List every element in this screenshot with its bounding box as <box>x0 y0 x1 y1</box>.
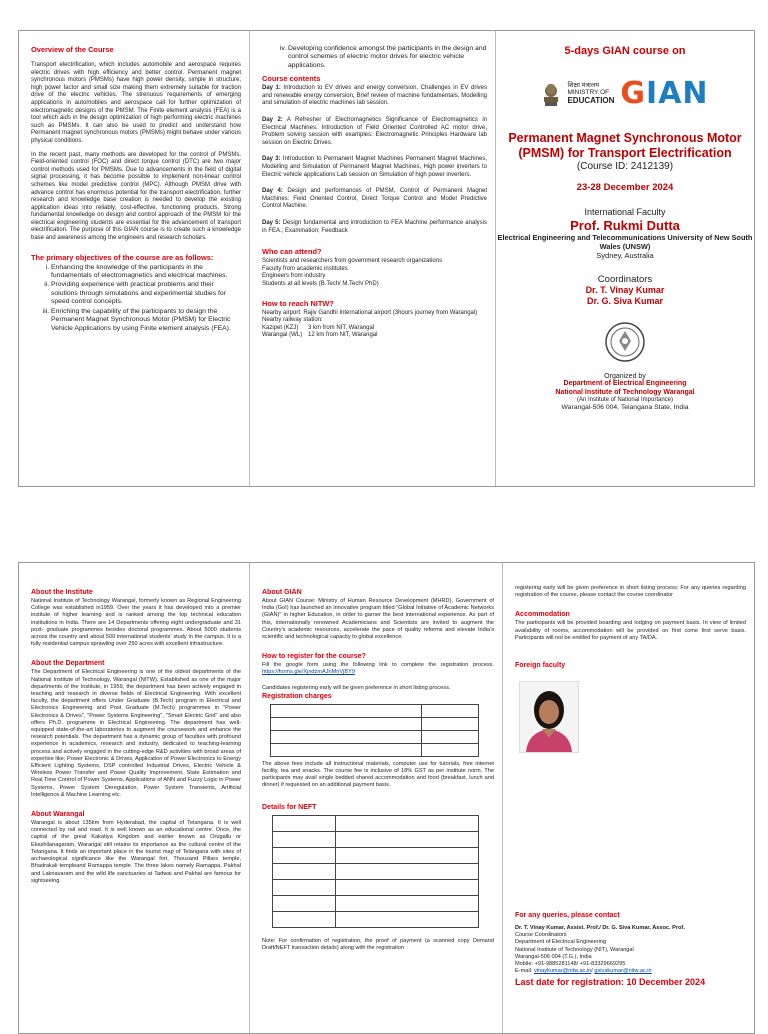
contact-line: Warangal-506 004 (T.G.), India <box>515 953 592 960</box>
moe-logo-text: शिक्षा मंत्रालय MINISTRY OF EDUCATION <box>567 81 615 105</box>
registration-charges-table <box>270 704 479 757</box>
panel-course-contents <box>250 31 496 486</box>
charges-heading: Registration charges <box>262 692 332 700</box>
brochure-page-outside <box>18 30 755 487</box>
attend-heading: Who can attend? <box>262 247 322 257</box>
course-id: (Course ID: 2412139) <box>576 161 674 172</box>
day-5: Day 5: Design fundamental and introduction to FEA Machine performance analysis in FEA.; Examination; Feedback <box>262 219 487 234</box>
objective-item: iv. Developing confidence amongst the participants in the design and control schemes of electric motor drives for electric vehicle applications. <box>288 45 487 70</box>
contact-names: Dr. T. Vinay Kumar, Assist. Prof./ Dr. G. Siva Kumar, Assoc. Prof. <box>515 925 685 932</box>
contents-heading: Course contents <box>262 74 321 84</box>
faculty-city: Sydney, Australia <box>596 251 654 260</box>
course-title: Permanent Magnet Synchronous Motor (PMSM) for Transport Electrification <box>508 131 742 160</box>
department-text: The Department of Electrical Engineering is one of the oldest departments of the National Institute of Technology, Warangal (NITW). Established as one of the major departments of the Institute, in 1959, the department has been actively engaged in teaching and research in diverse fields of Electrical Engineering. With excellent faculty, the department offers Under Graduate (B.Tech) program in Electrical and Electronics Engineering and Post Graduate (M.Tech) programmes in "Power Electronics & Drives", "Power Systems Engineering", "Smart Electric Grid" and also offers Ph.D. programme in Electrical Engineering. The department has well-equipped state-of-the-art laboratories to augment the coursework and enhance the research potentials. The department has a dynamic group of faculties with profound experience in academics, research and industry, dedicated to teaching-learning process and actively engaged in the cutting-edge R&D activities with broad areas of expertise like; Power Electronic & Drives, Application of Power Electronics to Energy Efficient Lighting Systems, DSP controlled Industrial Drives, Electric Vehicle & Wireless Power Transfer and Power Quality Improvement, State Estimation and Real Time Control of Power Systems, Applications of ANN and Fuzzy Logic in Power Systems, Power System Deregulation, Power System Transients, Artificial Intelligence & Machine Learning etc. <box>31 669 241 798</box>
day-2: Day 2: A Refresher of Electromagnetics Significance of Electromagnetics in Electrical Machines, Introduction of Field Oriented Controlled AC motor drive, Problem solving session with examples: Electromagnetic Principles Hardware lab session on Electric Drives. <box>262 117 487 146</box>
neft-heading: Details for NEFT <box>262 803 317 811</box>
registration-form-link[interactable]: https://forms.gle/XjndzmAJnMnVjBY9 <box>262 669 355 676</box>
panel-cover <box>496 31 754 486</box>
contact-line: Department of Electrical Engineering <box>515 939 607 946</box>
organizer-note: (An Institute of National Importance) <box>576 397 674 403</box>
contact-email: E-mail: vinaykumar@nitw.ac.in/ gsivakumar@nitw.ac.in <box>515 968 652 975</box>
table-row <box>273 895 479 911</box>
coordinator-name: Dr. G. Siva Kumar <box>586 296 664 306</box>
department-heading: About the Department <box>31 660 105 668</box>
table-row <box>271 717 479 730</box>
institute-text: National Institute of Technology Warangal, formerly known as Regional Engineering College was established in1959. Over the years it has developed into a premier institute of higher learning and is ranked among the top technical education institutions in India. There are 14 Departments offering eight undergraduate and 31 post- graduate programmes besides doctoral programmes. About 5000 students across the country and about 500 international students' study in the campus. It is a fully residential campus sprawling over 250 acres with excellent infrastructure. <box>31 598 241 648</box>
institute-heading: About the Institute <box>31 589 93 596</box>
logo-row <box>496 73 754 113</box>
objective-item: iii. Enriching the capability of the participants to design the Permanent Magnet Synchronous Motor (PMSM) for Electric Vehicle Applications by using Finite element analysis (FEA). <box>51 308 241 333</box>
coordinator-name: Dr. T. Vinay Kumar <box>585 285 665 295</box>
table-row <box>271 730 479 743</box>
register-heading: How to register for the course? <box>262 653 366 661</box>
faculty-photo <box>519 681 579 753</box>
table-row <box>273 847 479 863</box>
faculty-name: Prof. Rukmi Dutta <box>570 218 680 233</box>
warangal-heading: About Warangal <box>31 811 85 819</box>
accommodation-text: The participants will be provided boarding and lodging on payment basis. In view of limited availability of rooms, accommodation will be provided on first come first serve basis. Participants will not be entitled for payment of any TA/DA. <box>515 620 746 641</box>
cover-top-title: 5-days GIAN course on <box>564 45 686 57</box>
attend-line: Faculty from academic institutes <box>262 265 348 272</box>
faculty-label: International Faculty <box>584 207 666 217</box>
table-row <box>271 704 479 717</box>
panel-registration <box>250 563 503 1033</box>
contact-line: Course Coordinators <box>515 932 567 939</box>
panel-contact <box>503 563 754 1033</box>
brochure-page-inside <box>18 562 755 1034</box>
email-link[interactable]: gsivakumar@nitw.ac.in <box>594 968 652 975</box>
table-row <box>273 831 479 847</box>
panel-about <box>19 563 250 1033</box>
contact-heading: For any queries, please contact <box>515 912 620 920</box>
fees-text: The above fees include all instructional materials, computer use for tutorials, free internet facility, tea and snacks. The course fee is inclusive of 18% GST as per institute norm. The participants may avail single bedded shared accommodation and food (breakfast, lunch and dinner) if requested on an additional payment basis. <box>262 760 494 789</box>
organizer-department: Department of Electrical Engineering <box>563 380 687 387</box>
accommodation-heading: Accommodation <box>515 611 570 619</box>
coordinators-label: Coordinators <box>597 274 653 285</box>
day-1: Day 1: Introduction to EV drives and energy conversion, Challenges in EV drives and renewable energy conversion, Brief review of machine fundamentals, Modelling and simulation of electric machines lab session. <box>262 85 487 107</box>
early-text: Candidates registering early will be given preference in short listing process. <box>262 684 451 691</box>
warangal-text: Warangal is about 135km from Hyderabad, the capital of Telangana. It is well connected by rail and road. It is well known as an educational centre. Once, the capital of the great Kakatiya Kingdom and earlier known as Orugallu or Ekashilanagaram, Warangal still retains its importance as the cultural centre of the Telangana. It finds an important place in the tourist map of Telangana with sites of archaeological significance like the Warangal fort, Thousand Pillars temple, Bhadrakali templeand Ramappa temple. The three lakes namely Ramappa, Pakhal and Laknavaram and the wild life sanctuaries at Tadwai and Pakhal are famous for sightseeing. <box>31 820 241 884</box>
nitw-seal-icon <box>604 321 646 363</box>
table-row <box>273 863 479 879</box>
register-text: Fill the google form using the following link to complete the registration process. https://forms.gle/XjndzmAJnMnVjBY9 <box>262 662 494 676</box>
note-text: Note: For confirmation of registration, the proof of payment (a scanned copy Demand Draft/NEFT transaction details) along with the registration <box>262 937 494 951</box>
contact-line: National Institute of Technology (NIT), Warangal <box>515 946 634 953</box>
contact-line: Mobile: +91-9885281148/ +91-83329669295 <box>515 961 626 968</box>
email-link[interactable]: vinaykumar@nitw.ac.in <box>533 968 592 975</box>
panel-overview <box>19 31 250 486</box>
gian-text: About GIAN Course: Ministry of Human Resource Development (MHRD), Government of India (GoI) has launched an innovative program titled "Global Initiative of Academic Networks (GIAN)" in higher Education, in order to garner the best international experience. As part of this, internationally renowned Academicians and Scientists are invited to augment the Country's academic resources, accelerate the pace of quality reforms and elevate India's scientific and technological capacity to global excellence. <box>262 598 494 641</box>
neft-details-table <box>272 815 479 928</box>
objectives-list-continued <box>262 45 487 70</box>
station-row: Warangal (WL) 12 km from NIT, Warangal <box>262 332 378 339</box>
reach-heading: How to reach NITW? <box>262 298 334 308</box>
station-row: Kazipet (KZJ) 3 km from NIT, Warangal <box>262 324 375 331</box>
objectives-heading: The primary objectives of the course are as follows: <box>31 252 214 262</box>
day-3: Day 3: Introduction to Permanent Magnet Machines Permanent Magnet Machines, Modelling and Simulation of Permanent Magnet Machines, High power inverters to Electric vehicle applications Lab session on Simulation of high power inverters. <box>262 156 487 178</box>
table-row <box>273 815 479 831</box>
national-emblem-icon <box>541 76 561 110</box>
foreign-faculty-heading: Foreign faculty <box>515 662 566 670</box>
course-dates: 23-28 December 2024 <box>576 182 674 193</box>
organizer-address: Warangal-506 004, Telangana State, India <box>561 404 689 411</box>
overview-paragraph-2: In the recent past, many methods are developed for the control of PMSMs. Field-oriented control (FOC) and direct torque control (DTC) are two major control methods used for PMSMs. Due to advancements in the field of digital signal processing, it has become possible to implement non-linear control schemes like model predictive control (MPC). Although PMSM drive with advance control has enormous potential for the transport electrification, further research and knowledge base creation is needed to develop the existing application ideas into reliably, cost-effective, functioning products. Strong fundamental knowledge on design and control approach of the PMSM for the electrical engineering students are essential for the advancement of transport electrification. The purpose of this GIAN course is to create such a knowledge base and awareness among the engineers and research scholars. <box>31 151 241 242</box>
attend-line: Students at all levels (B.Tech/ M.Tech/ PhD) <box>262 280 379 287</box>
table-row <box>271 743 479 756</box>
gian-logo: GIAN <box>620 75 709 111</box>
table-row <box>273 911 479 927</box>
objectives-list <box>31 264 241 333</box>
organized-by-label: Organized by <box>604 373 646 380</box>
objective-item: ii. Providing experience with practical problems and their solutions through simulations and experimental studies for speed control concepts. <box>51 281 241 306</box>
reach-airport: Nearby airport: Rajiv Gandhi International airport (3hours journey from Warangal) <box>262 309 478 316</box>
last-date: Last date for registration: 10 December 2024 <box>515 977 706 988</box>
reach-railway: Nearby railway station: <box>262 317 323 324</box>
table-row <box>273 879 479 895</box>
attend-line: Engineers from industry <box>262 273 326 280</box>
overview-paragraph-1: Transport electrification, which includes automobile and aerospace requires electric drives with high efficiency and better control. Permanent magnet synchronous motors (PMSMs) have high power density, simple in structure, high power factor and small size making them extremely suitable for traction drive of the electric vehicles. The strenuous requirements of emerging applications in automobiles and aerospace call for further optimization of electromagnetic designs of the PMSM. The Finite element analysis (FEA) is a tool which aids in the design optimization of high performing electric machines such as PMSMs. It can also be used to predict and understand how Permanent magnet synchronous motors (PMSMs) might behave under various physical conditions. <box>31 62 241 144</box>
overview-heading: Overview of the Course <box>31 45 114 54</box>
day-4: Day 4: Design and performances of PMSM, Control of Permanent Magnet Machines: Field Oriented Control, Direct Torque Control and Model Predictive Control Machine. <box>262 188 487 210</box>
faculty-department: Electrical Engineering and Telecommunications University of New South Wales (UNSW) <box>497 233 753 251</box>
objective-item: i. Enhancing the knowledge of the participants in the fundamentals of electromagnetics and electrical machines. <box>51 264 241 281</box>
organizer-institute: National Institute of Technology Warangal <box>555 388 695 396</box>
attend-line: Scientists and researchers from government research organizations <box>262 258 443 265</box>
queries-text: registering early will be given preference in short listing process; For any queries regarding registration of the course, please contact the course coordinator <box>515 585 746 599</box>
gian-heading: About GIAN <box>262 589 302 596</box>
